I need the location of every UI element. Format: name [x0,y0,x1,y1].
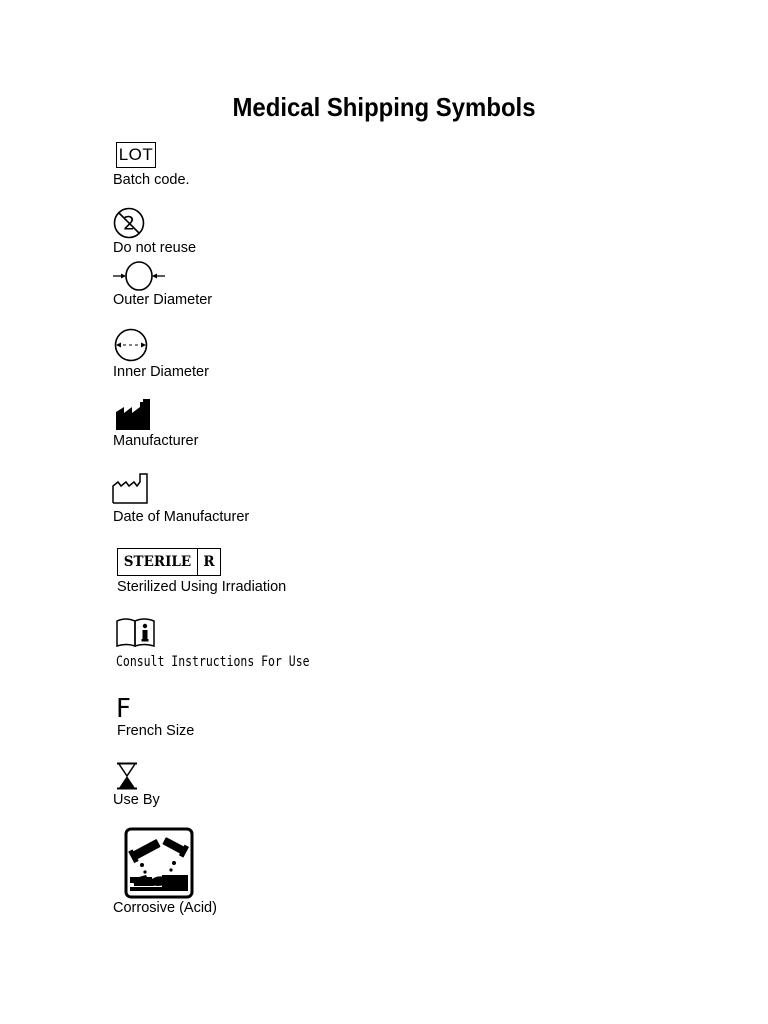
inner-diameter-icon [113,328,149,362]
sterile-text: STERILE [118,549,198,575]
french-size-label: French Size [117,723,195,739]
corrosive-icon [124,827,194,899]
corrosive-label: Corrosive (Acid) [113,900,217,916]
use-by-icon [116,762,138,790]
lot-icon-text: LOT [118,145,154,164]
outer-diameter-label: Outer Diameter [113,292,213,308]
date-of-manufacture-icon [112,472,148,504]
sterile-r-text: R [203,554,215,570]
svg-text:2: 2 [122,212,136,235]
consult-instructions-label: Consult Instructions For Use [116,654,310,670]
do-not-reuse-label: Do not reuse [113,240,197,256]
french-size-icon: F [116,694,131,724]
manufacturer-label: Manufacturer [113,433,199,449]
date-of-manufacture-label: Date of Manufacturer [113,509,250,525]
consult-instructions-icon [115,616,157,648]
inner-diameter-label: Inner Diameter [113,364,209,380]
sterilized-irradiation-label: Sterilized Using Irradiation [117,579,287,595]
use-by-label: Use By [113,792,160,808]
sterile-r-icon [117,548,221,576]
batch-code-label: Batch code. [113,172,190,188]
do-not-reuse-icon [113,207,145,239]
lot-icon [116,142,156,168]
manufacturer-icon [115,399,151,431]
outer-diameter-icon [112,260,166,292]
page-title: Medical Shipping Symbols [232,92,536,122]
